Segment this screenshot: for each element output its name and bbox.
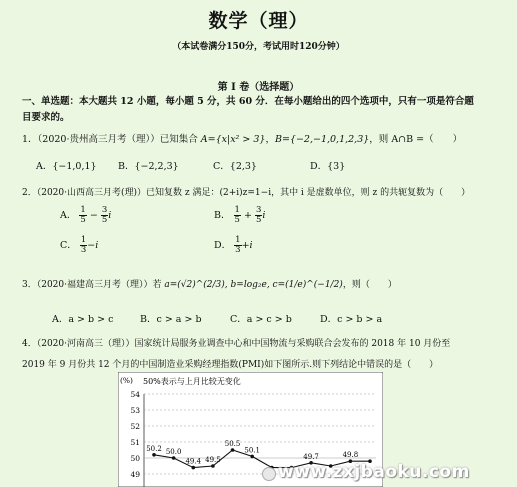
chart-title: 50%表示与上月比较无变化 (143, 377, 241, 386)
question-1-option-c[interactable]: C．{2,3} (213, 161, 257, 172)
question-1-set-b: B={−2,−1,0,1,2,3} (274, 134, 370, 145)
page-title: 数学（理） (208, 10, 309, 32)
question-1-set-a: A={x|x² > 3} (200, 134, 266, 145)
question-1-sep: ， (265, 134, 275, 145)
question-3-option-a[interactable]: A．a > b > c (52, 314, 114, 325)
question-4-line-1: 4．（2020·河南高三（理））国家统计局服务业调查中心和中国物流与采购联合会发布的 2018 年 10 月份至 (22, 339, 451, 349)
y-tick-label: 51 (130, 438, 140, 447)
option-d-tail: +i (241, 240, 253, 251)
section-instructions (22, 94, 494, 126)
data-point (211, 464, 215, 468)
data-label: 50.5 (224, 440, 241, 448)
instructions-line-2: 目要求的。 (22, 112, 70, 123)
watermark: www.zxjbaoku.com (278, 462, 470, 482)
instructions-line-1: 一、单选题：本大题共 12 小题，每小题 5 分，共 60 分．在每小题给出的四个选项中，只有一项是符合题 (22, 96, 474, 107)
question-1-suffix: ，则 A∩B =（ ） (369, 134, 463, 145)
y-tick-label: 50 (130, 454, 140, 463)
fraction: $\frac{1}{5}$ (234, 205, 240, 225)
question-2-option-c[interactable] (60, 236, 98, 255)
data-point (191, 466, 195, 470)
question-3-prefix: 3．（2020·福建高三月考（理））若 (22, 280, 165, 290)
chart-ylabel: (%) (120, 376, 133, 385)
data-label: 49.4 (185, 457, 202, 466)
imag-unit: i (262, 210, 266, 221)
option-b-label: B． (214, 210, 231, 221)
option-c-label: C． (60, 240, 77, 251)
question-1-option-d[interactable]: D．{3} (310, 161, 346, 172)
data-label: 50.2 (146, 444, 162, 453)
question-3-expression: a=(√2)^(2/3), b=log₂e, c=(1/e)^(−1/2) (164, 280, 343, 290)
question-3-option-b[interactable]: B．c > a > b (140, 314, 202, 325)
exam-subtitle: （本试卷满分150分，考试用时120分钟） (172, 42, 345, 52)
y-tick-label: 49 (130, 470, 140, 479)
question-3-option-d[interactable]: D．c > b > a (320, 314, 383, 325)
y-tick-label: 53 (130, 406, 140, 415)
question-4-line-2: 2019 年 9 月份共 12 个月的中国制造业采购经理指数(PMI)如下图所示.则下列结论中错误的是（ ） (22, 360, 439, 370)
question-1-option-a[interactable]: A．{−1,0,1} (36, 161, 97, 172)
watermark-dot-icon (262, 467, 276, 481)
question-2-stem: 2．（2020·山西高三月考(理)）已知复数 z 满足：(2+i)z=1−i，其中 i 是虚数单位，则 z 的共轭复数为（ ） (22, 188, 471, 198)
data-point (172, 456, 176, 460)
question-1-option-b[interactable]: B．{−2,2,3} (118, 161, 179, 172)
imag-unit: i (108, 210, 112, 221)
y-tick-label: 54 (130, 390, 140, 399)
fraction: $\frac{1}{5}$ (80, 205, 86, 225)
fraction: $\frac{1}{3}$ (80, 235, 87, 255)
data-label: 50.0 (165, 448, 182, 456)
question-3-option-c[interactable]: C．a > c > b (230, 314, 292, 325)
question-3-suffix: ，则（ ） (342, 280, 397, 290)
operator: − (89, 210, 98, 221)
data-label: 50.1 (244, 446, 260, 455)
fraction: $\frac{1}{3}$ (235, 235, 241, 255)
y-tick-label: 52 (130, 422, 140, 431)
question-1-prefix: 1．（2020·贵州高三月考（理））已知集合 (22, 134, 201, 145)
data-point (250, 455, 254, 459)
option-d-label: D． (214, 240, 232, 251)
data-point (231, 448, 235, 452)
fraction: $\frac{3}{5}$ (255, 205, 262, 225)
option-c-tail: −i (87, 240, 99, 251)
data-label: 49.8 (342, 451, 359, 460)
section-title: 第 I 卷（选择题） (217, 82, 300, 93)
question-2-option-d[interactable] (214, 236, 253, 255)
data-point (152, 453, 156, 457)
question-1-stem (22, 131, 462, 145)
question-2-option-b[interactable] (214, 206, 265, 225)
question-2-option-a[interactable] (60, 206, 111, 225)
data-label: 49.5 (205, 456, 221, 464)
operator: + (243, 210, 252, 221)
question-3-stem (22, 277, 397, 290)
fraction: $\frac{3}{5}$ (101, 205, 108, 225)
option-a-label: A． (60, 210, 77, 221)
data-label: 49.7 (303, 452, 319, 461)
